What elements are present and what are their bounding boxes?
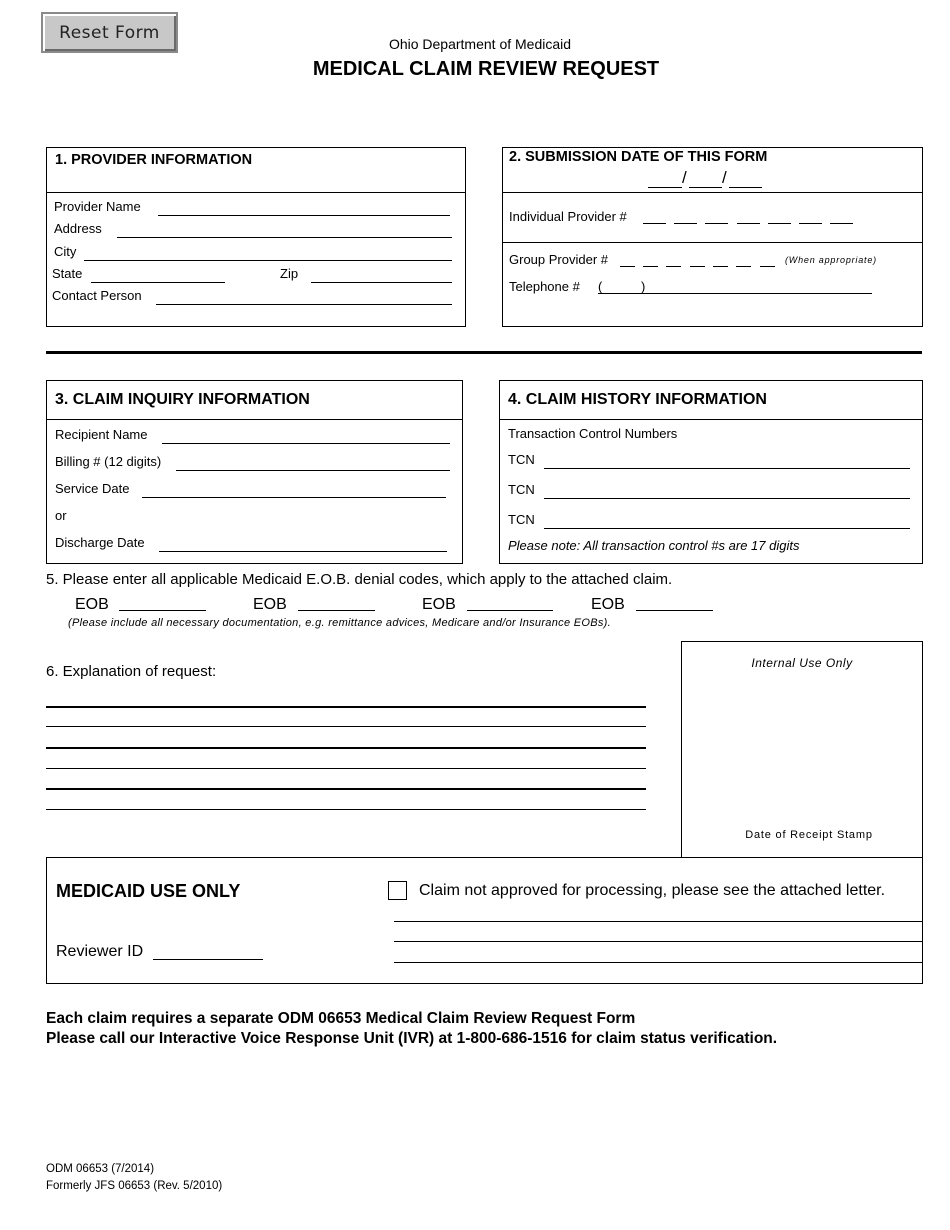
eob-instruction: 5. Please enter all applicable Medicaid E.O.B. denial codes, which apply to the attached claim. bbox=[46, 571, 673, 588]
individual-provider-digit[interactable] bbox=[830, 213, 853, 224]
telephone-area-code-field[interactable] bbox=[598, 283, 646, 294]
tcn-label: TCN bbox=[508, 452, 535, 467]
address-label: Address bbox=[54, 221, 102, 236]
telephone-label: Telephone # bbox=[509, 279, 580, 294]
eob-label: EOB bbox=[591, 596, 625, 613]
section3-heading: 3. CLAIM INQUIRY INFORMATION bbox=[55, 391, 310, 408]
date-day-field[interactable] bbox=[689, 177, 722, 188]
contact-person-field[interactable] bbox=[156, 292, 452, 305]
reviewer-id-label: Reviewer ID bbox=[56, 943, 144, 960]
group-provider-digit[interactable] bbox=[690, 256, 705, 267]
telephone-paren-open: ( bbox=[598, 279, 603, 294]
individual-provider-digit[interactable] bbox=[705, 213, 728, 224]
claim-not-approved-label: Claim not approved for processing, please see the attached letter. bbox=[419, 882, 886, 899]
individual-provider-digit[interactable] bbox=[737, 213, 760, 224]
eob-field-4[interactable] bbox=[636, 598, 713, 611]
eob-field-1[interactable] bbox=[119, 598, 206, 611]
discharge-date-label: Discharge Date bbox=[55, 535, 145, 550]
eob-field-3[interactable] bbox=[467, 598, 553, 611]
group-provider-digit[interactable] bbox=[620, 256, 635, 267]
tcn-label: TCN bbox=[508, 482, 535, 497]
tcn-field-1[interactable] bbox=[544, 456, 910, 469]
individual-provider-label: Individual Provider # bbox=[509, 209, 627, 224]
reviewer-id-field[interactable] bbox=[153, 947, 263, 960]
section4-heading: 4. CLAIM HISTORY INFORMATION bbox=[508, 391, 767, 408]
zip-label: Zip bbox=[280, 266, 299, 281]
city-field[interactable] bbox=[84, 248, 452, 261]
state-field[interactable] bbox=[91, 270, 225, 283]
medicaid-note-line-1[interactable] bbox=[394, 921, 923, 922]
explanation-line-6[interactable] bbox=[46, 809, 646, 810]
telephone-paren-close: ) bbox=[641, 279, 646, 294]
group-provider-label: Group Provider # bbox=[509, 252, 608, 267]
contact-person-label: Contact Person bbox=[52, 288, 142, 303]
internal-use-box bbox=[681, 641, 923, 858]
explanation-line-2[interactable] bbox=[46, 726, 646, 727]
tcn-field-2[interactable] bbox=[544, 486, 910, 499]
footer-line-2: Please call our Interactive Voice Response Unit (IVR) at 1-800-686-1516 for claim status verification. bbox=[46, 1030, 778, 1047]
group-provider-digit[interactable] bbox=[713, 256, 728, 267]
state-label: State bbox=[52, 266, 83, 281]
receipt-stamp-label: Date of Receipt Stamp bbox=[745, 829, 873, 841]
claim-not-approved-checkbox[interactable] bbox=[388, 881, 407, 900]
group-provider-digit[interactable] bbox=[666, 256, 681, 267]
zip-field[interactable] bbox=[311, 270, 452, 283]
explanation-line-1[interactable] bbox=[46, 706, 646, 708]
group-provider-digit[interactable] bbox=[760, 256, 775, 267]
divider bbox=[46, 192, 466, 193]
explanation-line-4[interactable] bbox=[46, 768, 646, 769]
city-label: City bbox=[54, 244, 77, 259]
form-title: MEDICAL CLAIM REVIEW REQUEST bbox=[312, 58, 660, 80]
eob-label: EOB bbox=[75, 596, 109, 613]
individual-provider-digit[interactable] bbox=[768, 213, 791, 224]
reset-form-button[interactable]: Reset Form bbox=[41, 12, 178, 53]
section2-heading: 2. SUBMISSION DATE OF THIS FORM bbox=[509, 149, 768, 165]
divider bbox=[502, 242, 923, 243]
recipient-name-label: Recipient Name bbox=[55, 427, 148, 442]
address-field[interactable] bbox=[117, 225, 452, 238]
tcn-note: Please note: All transaction control #s are 17 digits bbox=[508, 538, 800, 553]
eob-field-2[interactable] bbox=[298, 598, 375, 611]
tcn-title: Transaction Control Numbers bbox=[508, 426, 678, 441]
date-separator: / bbox=[682, 168, 687, 187]
thick-divider bbox=[46, 351, 922, 354]
medicaid-note-line-2[interactable] bbox=[394, 941, 923, 942]
eob-label: EOB bbox=[422, 596, 456, 613]
billing-number-label: Billing # (12 digits) bbox=[55, 454, 162, 469]
divider bbox=[502, 192, 923, 193]
recipient-name-field[interactable] bbox=[162, 431, 450, 444]
date-year-field[interactable] bbox=[729, 177, 762, 188]
discharge-date-field[interactable] bbox=[159, 539, 447, 552]
eob-documentation-note: (Please include all necessary documentation, e.g. remittance advices, Medicare and/or Insurance EOBs). bbox=[68, 617, 611, 629]
department-name: Ohio Department of Medicaid bbox=[388, 36, 572, 52]
telephone-number-field[interactable] bbox=[646, 283, 872, 294]
eob-label: EOB bbox=[253, 596, 287, 613]
medicaid-note-line-3[interactable] bbox=[394, 962, 923, 963]
individual-provider-digit[interactable] bbox=[674, 213, 697, 224]
submission-date-box bbox=[502, 147, 923, 327]
section1-heading: 1. PROVIDER INFORMATION bbox=[55, 152, 253, 168]
service-date-label: Service Date bbox=[55, 481, 130, 496]
form-id: ODM 06653 (7/2014) bbox=[46, 1163, 155, 1175]
explanation-line-5[interactable] bbox=[46, 788, 646, 790]
provider-name-field[interactable] bbox=[158, 203, 450, 216]
tcn-label: TCN bbox=[508, 512, 535, 527]
service-date-field[interactable] bbox=[142, 485, 446, 498]
date-month-field[interactable] bbox=[648, 177, 682, 188]
provider-name-label: Provider Name bbox=[54, 199, 141, 214]
formerly-form-id: Formerly JFS 06653 (Rev. 5/2010) bbox=[46, 1180, 223, 1192]
group-provider-digit[interactable] bbox=[736, 256, 751, 267]
footer-line-1: Each claim requires a separate ODM 06653 Medical Claim Review Request Form bbox=[46, 1010, 636, 1027]
explanation-line-3[interactable] bbox=[46, 747, 646, 749]
medicaid-use-heading: MEDICAID USE ONLY bbox=[56, 881, 241, 901]
billing-number-field[interactable] bbox=[176, 458, 450, 471]
when-appropriate-note: (When appropriate) bbox=[785, 255, 877, 265]
group-provider-digit[interactable] bbox=[643, 256, 658, 267]
explanation-label: 6. Explanation of request: bbox=[46, 663, 217, 680]
individual-provider-digit[interactable] bbox=[799, 213, 822, 224]
individual-provider-digit[interactable] bbox=[643, 213, 666, 224]
or-label: or bbox=[55, 508, 67, 523]
tcn-field-3[interactable] bbox=[544, 516, 910, 529]
divider bbox=[499, 419, 923, 420]
internal-use-title: Internal Use Only bbox=[751, 656, 853, 670]
divider bbox=[46, 419, 463, 420]
date-separator: / bbox=[722, 168, 727, 187]
